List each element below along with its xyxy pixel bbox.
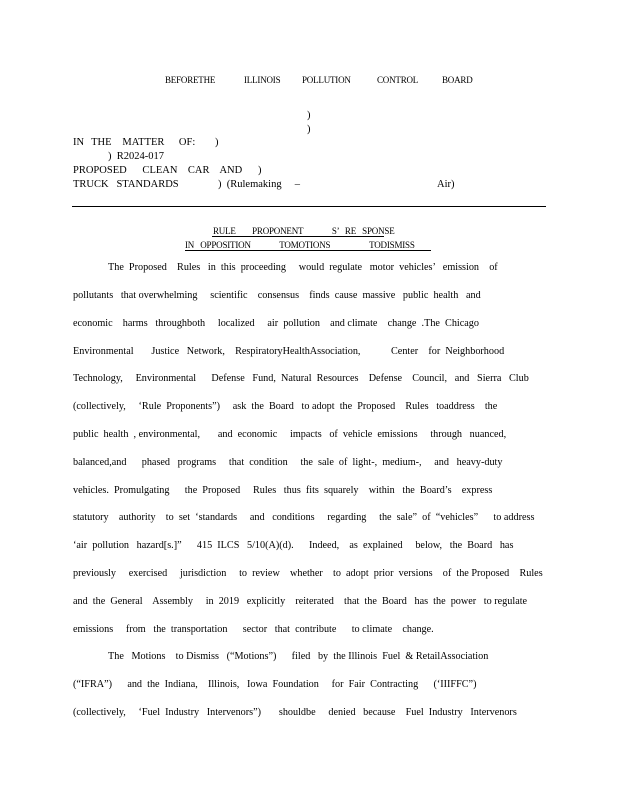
matter-label: IN THE MATTER OF: bbox=[73, 137, 196, 148]
title-line-1: RULE PROPONENT S’ RE SPONSE bbox=[213, 226, 395, 236]
body-line: economic harms throughboth localized air pollution and climate change .The Chicago bbox=[73, 318, 479, 329]
header-word-before-the: BEFORETHE bbox=[165, 75, 216, 85]
title-underline-2 bbox=[185, 250, 431, 251]
title-underline-1 bbox=[212, 236, 384, 237]
docket-number: ) R2024-017 bbox=[108, 151, 164, 162]
header-word-pollution: POLLUTION bbox=[302, 75, 351, 85]
body-line: previously exercised jurisdiction to review whether to adopt prior versions of the Proposed Rules bbox=[73, 568, 543, 579]
body-line: The Motions to Dismiss (“Motions”) filed by the Illinois Fuel & RetailAssociation bbox=[108, 651, 489, 662]
caption-paren: ) bbox=[307, 110, 311, 121]
body-line: vehicles. Promulgating the Proposed Rules thus fits squarely within the Board’s express bbox=[73, 485, 493, 496]
caption-paren: ) bbox=[215, 137, 219, 148]
header-word-board: BOARD bbox=[442, 75, 473, 85]
body-line: (collectively, ‘Rule Proponents”) ask the Board to adopt the Proposed Rules toaddress the bbox=[73, 401, 498, 412]
header-word-control: CONTROL bbox=[377, 75, 419, 85]
header-word-illinois: ILLINOIS bbox=[244, 75, 281, 85]
body-line: statutory authority to set ‘standards and conditions regarding the sale” of “vehicles” to address bbox=[73, 512, 535, 523]
body-line: The Proposed Rules in this proceeding would regulate motor vehicles’ emission of bbox=[108, 262, 498, 273]
caption-rulemaking: ) (Rulemaking – bbox=[218, 179, 300, 190]
body-line: public health , environmental, and economic impacts of vehicle emissions through nuanced, bbox=[73, 429, 507, 440]
body-line: and the General Assembly in 2019 explicitly reiterated that the Board has the power to regulate bbox=[73, 596, 528, 607]
caption-air: Air) bbox=[437, 179, 455, 190]
body-line: (collectively, ‘Fuel Industry Intervenors”) shouldbe denied because Fuel Industry Intervenors bbox=[73, 707, 517, 718]
body-line: (“IFRA”) and the Indiana, Illinois, Iowa Foundation for Fair Contracting (‘IIIFFC”) bbox=[73, 679, 477, 690]
body-line: pollutants that overwhelming scientific consensus finds cause massive public health and bbox=[73, 290, 481, 301]
caption-proposed-line: PROPOSED CLEAN CAR AND bbox=[73, 165, 243, 176]
title-line-2: IN OPPOSITION TOMOTIONS TODISMISS bbox=[185, 240, 415, 250]
caption-paren: ) bbox=[258, 165, 262, 176]
body-line: Technology, Environmental Defense Fund, Natural Resources Defense Council, and Sierra Club bbox=[73, 373, 529, 384]
body-line: emissions from the transportation sector that contribute to climate change. bbox=[73, 624, 434, 635]
body-line: ‘air pollution hazard[s.]” 415 ILCS 5/10(A)(d). Indeed, as explained below, the Board has bbox=[73, 540, 514, 551]
caption-divider bbox=[72, 206, 546, 207]
caption-truck-line: TRUCK STANDARDS bbox=[73, 179, 179, 190]
caption-paren: ) bbox=[307, 124, 311, 135]
body-line: balanced,and phased programs that condition the sale of light-, medium-, and heavy-duty bbox=[73, 457, 503, 468]
body-line: Environmental Justice Network, RespiratoryHealthAssociation, Center for Neighborhood bbox=[73, 346, 505, 357]
